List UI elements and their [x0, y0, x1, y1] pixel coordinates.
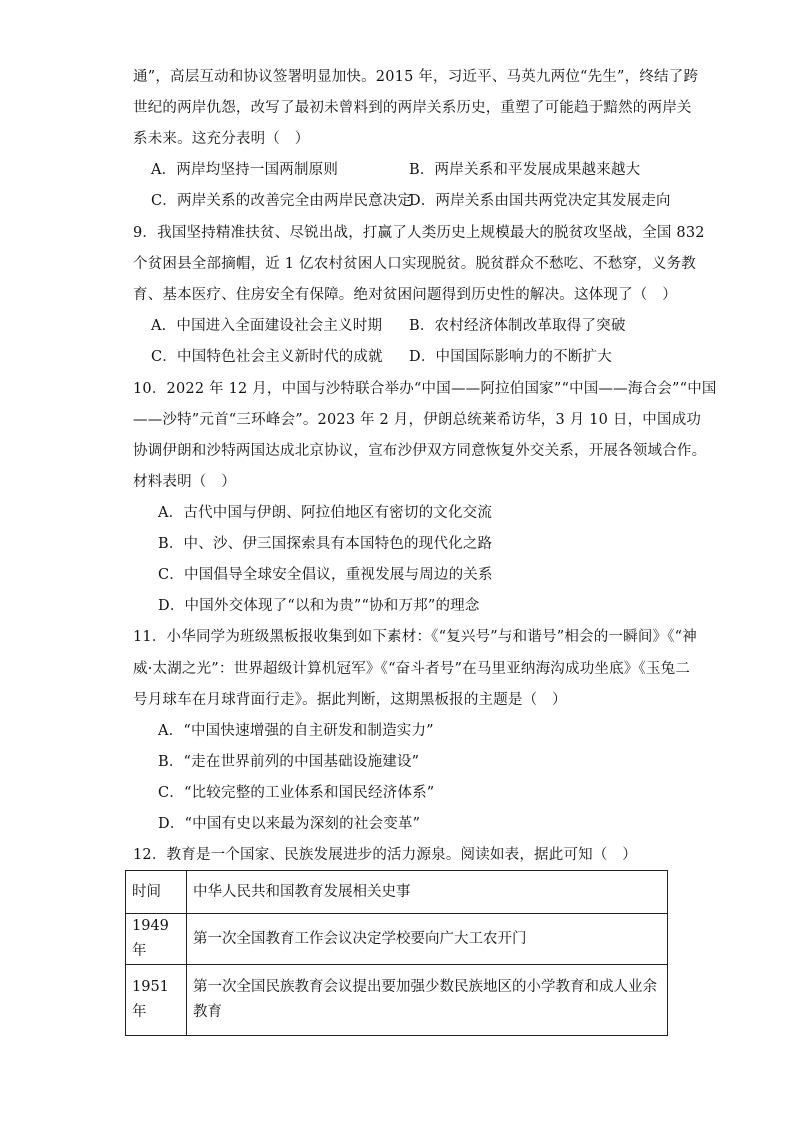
education-history-table: [125, 870, 668, 1036]
table-header-row: [126, 871, 668, 914]
q9-line-1: 9．我国坚持精准扶贫、尽锐出战，打赢了人类历史上规模最大的脱贫攻坚战，全国 832: [133, 225, 705, 241]
q10-line-4: 材料表明（ ）: [133, 474, 236, 490]
table-header-event: 中华人民共和国教育发展相关史事: [187, 871, 668, 914]
q11-line-2: 威·太湖之光”：世界超级计算机冠军》《“奋斗者号”在马里亚纳海沟成功坐底》《玉兔二: [133, 661, 691, 677]
q11-line-1: 11．小华同学为班级黑板报收集到如下素材：《“复兴号”与和谐号”相会的一瞬间》《“神: [133, 629, 697, 645]
table-cell-year: 1951 年: [126, 965, 187, 1036]
q9-option-d[interactable]: D．中国国际影响力的不断扩大: [409, 349, 612, 365]
q11-option-d[interactable]: D．“中国有史以来最为深刻的社会变革”: [158, 816, 421, 832]
table-cell-event: 第一次全国教育工作会议决定学校要向广大工农开门: [187, 914, 668, 965]
q8-option-d[interactable]: D．两岸关系由国共两党决定其发展走向: [409, 193, 671, 209]
q9-line-2: 个贫困县全部摘帽，近 1 亿农村贫困人口实现脱贫。脱贫群众不愁吃、不愁穿，义务教: [133, 256, 696, 272]
table-row: [126, 965, 668, 1036]
q8-option-c[interactable]: C．两岸关系的改善完全由两岸民意决定: [151, 193, 413, 209]
q8-line-3: 系未来。这充分表明（ ）: [133, 131, 310, 147]
table-cell-event: 第一次全国民族教育会议提出要加强少数民族地区的小学教育和成人业余教育: [187, 965, 668, 1036]
table-row: [126, 914, 668, 965]
q10-line-1: 10．2022 年 12 月，中国与沙特联合举办“中国——阿拉伯国家”“中国——海合会”“中国: [133, 381, 717, 397]
q9-option-b[interactable]: B．农村经济体制改革取得了突破: [409, 318, 626, 334]
q9-option-c[interactable]: C．中国特色社会主义新时代的成就: [151, 349, 383, 365]
q8-line-1: 通”，高层互动和协议签署明显加快。2015 年，习近平、马英九两位“先生”，终结了跨: [133, 69, 699, 85]
table-cell-year: 1949 年: [126, 914, 187, 965]
q8-option-b[interactable]: B．两岸关系和平发展成果越来越大: [409, 162, 641, 178]
q12-stem: 12．教育是一个国家、民族发展进步的活力源泉。阅读如表，据此可知（ ）: [133, 847, 637, 863]
q10-line-3: 协调伊朗和沙特两国达成北京协议，宣布沙伊双方同意恢复外交关系，开展各领域合作。: [133, 443, 707, 459]
q11-option-c[interactable]: C．“比较完整的工业体系和国民经济体系”: [158, 785, 435, 801]
q10-line-2: ——沙特”元首“三环峰会”。2023 年 2 月，伊朗总统莱希访华，3 月 10 日，中国成功: [133, 412, 702, 428]
q11-line-3: 号月球车在月球背面行走》。据此判断，这期黑板报的主题是（ ）: [133, 692, 567, 708]
q11-option-a[interactable]: A．“中国快速增强的自主研发和制造实力”: [158, 723, 434, 739]
q9-option-a[interactable]: A．中国进入全面建设社会主义时期: [151, 318, 383, 334]
q11-option-b[interactable]: B．“走在世界前列的中国基础设施建设”: [158, 754, 420, 770]
q10-option-d[interactable]: D．中国外交体现了“以和为贵”“协和万邦”的理念: [158, 598, 480, 614]
q9-line-3: 育、基本医疗、住房安全有保障。绝对贫困问题得到历史性的解决。这体现了（ ）: [133, 287, 677, 303]
table-header-time: 时间: [126, 871, 187, 914]
q8-line-2: 世纪的两岸仇怨，改写了最初未曾料到的两岸关系历史，重塑了可能趋于黯然的两岸关: [133, 100, 692, 116]
q10-option-b[interactable]: B．中、沙、伊三国探索具有本国特色的现代化之路: [158, 536, 493, 552]
q10-option-a[interactable]: A．古代中国与伊朗、阿拉伯地区有密切的文化交流: [158, 505, 493, 521]
q8-option-a[interactable]: A．两岸均坚持一国两制原则: [151, 162, 339, 178]
q10-option-c[interactable]: C．中国倡导全球安全倡议，重视发展与周边的关系: [158, 567, 493, 583]
